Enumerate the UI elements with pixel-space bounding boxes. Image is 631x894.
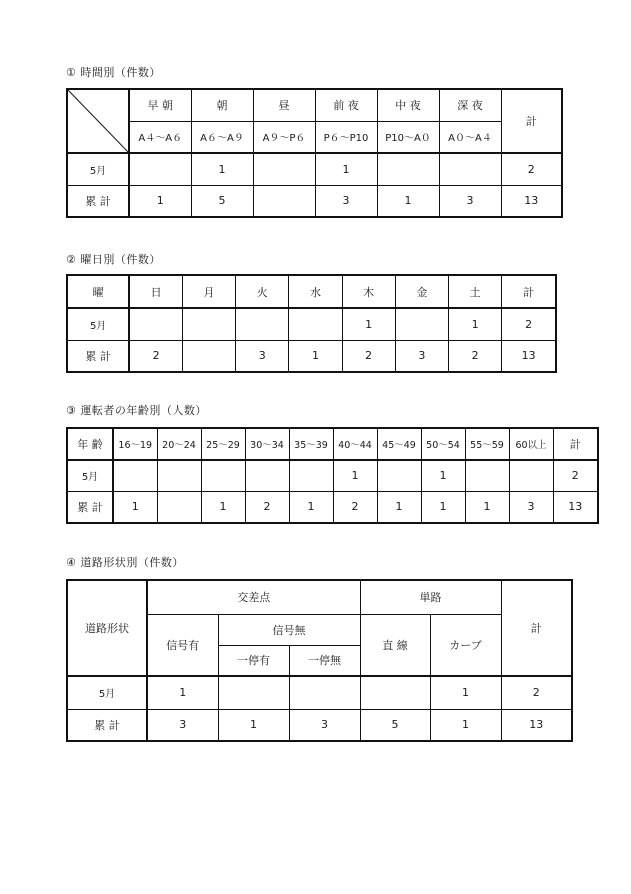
weekday-table (66, 274, 557, 373)
table-cell: 1 (430, 709, 501, 741)
table-cell: 1 (201, 491, 245, 523)
diagonal-header-cell (67, 89, 129, 153)
header-age-label: 年 齢 (67, 428, 113, 460)
header-period: 中 夜 (377, 89, 439, 121)
table-cell-total: 2 (553, 460, 598, 491)
table-cell: 1 (218, 709, 289, 741)
row-label-month: 5月 (67, 460, 113, 491)
table-cell: 2 (448, 340, 501, 372)
table-cell (129, 308, 182, 340)
table-cell (395, 308, 448, 340)
table-cell: 1 (289, 491, 333, 523)
table-cell (113, 460, 157, 491)
header-time-range: A４～A６ (129, 121, 191, 153)
row-label-cumulative: 累 計 (67, 491, 113, 523)
table-cell: 3 (439, 185, 501, 217)
road-shape-table (66, 579, 573, 742)
table-cell: 1 (315, 153, 377, 185)
row-label-month: 5月 (67, 153, 129, 185)
table-cell: 3 (395, 340, 448, 372)
section-title-age: ③ 運転者の年齢別（人数） (66, 404, 207, 417)
row-label-cumulative: 累 計 (67, 709, 147, 741)
diagonal-line (68, 90, 129, 153)
table-cell-total: 13 (502, 340, 556, 372)
table-cell (253, 153, 315, 185)
header-day: 火 (236, 275, 289, 308)
header-age-range: 30～34 (245, 428, 289, 460)
table-cell: 2 (245, 491, 289, 523)
table-cell-total: 13 (501, 709, 572, 741)
table-cell (289, 460, 333, 491)
table-cell: 1 (448, 308, 501, 340)
table-cell-total: 2 (501, 676, 572, 709)
table-cell (253, 185, 315, 217)
header-day: 金 (395, 275, 448, 308)
table-cell (360, 676, 430, 709)
table-cell: 3 (509, 491, 553, 523)
header-signal-no: 信号無 (218, 614, 360, 645)
table-cell (245, 460, 289, 491)
table-cell (236, 308, 289, 340)
header-straight: 直 線 (360, 614, 430, 676)
header-age-range: 50～54 (421, 428, 465, 460)
header-total: 計 (501, 89, 562, 153)
header-period: 朝 (191, 89, 253, 121)
header-stop-yes: 一停有 (218, 645, 289, 676)
table-cell-total: 2 (502, 308, 556, 340)
table-cell: 2 (342, 340, 395, 372)
header-age-range: 40～44 (333, 428, 377, 460)
table-cell: 3 (289, 709, 360, 741)
table-cell: 1 (377, 185, 439, 217)
header-age-range: 35～39 (289, 428, 333, 460)
header-age-range: 60以上 (509, 428, 553, 460)
table-cell (439, 153, 501, 185)
header-curve: カーブ (430, 614, 501, 676)
header-time-range: A６～A９ (191, 121, 253, 153)
table-cell (509, 460, 553, 491)
table-cell: 1 (430, 676, 501, 709)
section-title-road: ④ 道路形状別（件数） (66, 556, 184, 569)
table-cell (201, 460, 245, 491)
table-cell: 3 (315, 185, 377, 217)
header-stop-no: 一停無 (289, 645, 360, 676)
header-age-range: 16～19 (113, 428, 157, 460)
table-cell (182, 340, 235, 372)
table-cell: 3 (147, 709, 218, 741)
table-cell: 1 (113, 491, 157, 523)
header-period: 昼 (253, 89, 315, 121)
row-label-cumulative: 累 計 (67, 185, 129, 217)
header-day: 土 (448, 275, 501, 308)
header-weekday-label: 曜 (67, 275, 129, 308)
header-age-range: 45～49 (377, 428, 421, 460)
time-table (66, 88, 563, 218)
table-cell: 1 (129, 185, 191, 217)
row-label-month: 5月 (67, 676, 147, 709)
table-cell: 1 (421, 460, 465, 491)
table-cell (377, 153, 439, 185)
header-total: 計 (501, 580, 572, 676)
table-cell: 3 (236, 340, 289, 372)
header-day: 月 (182, 275, 235, 308)
table-cell: 1 (342, 308, 395, 340)
header-age-range: 25～29 (201, 428, 245, 460)
table-cell: 5 (360, 709, 430, 741)
header-time-range: P６～P10 (315, 121, 377, 153)
header-day: 水 (289, 275, 342, 308)
header-total: 計 (553, 428, 598, 460)
header-total: 計 (502, 275, 556, 308)
table-cell-total: 2 (501, 153, 562, 185)
header-signal-yes: 信号有 (147, 614, 218, 676)
row-label-month: 5月 (67, 308, 129, 340)
row-label-cumulative: 累 計 (67, 340, 129, 372)
age-table (66, 427, 599, 524)
table-cell: 1 (421, 491, 465, 523)
table-cell: 1 (147, 676, 218, 709)
header-time-range: P10～A０ (377, 121, 439, 153)
header-day: 木 (342, 275, 395, 308)
table-cell-total: 13 (553, 491, 598, 523)
table-cell: 1 (191, 153, 253, 185)
header-age-range: 20～24 (157, 428, 201, 460)
header-period: 早 朝 (129, 89, 191, 121)
header-day: 日 (129, 275, 182, 308)
table-cell (129, 153, 191, 185)
table-cell (218, 676, 289, 709)
header-time-range: A０～A４ (439, 121, 501, 153)
header-road-shape: 道路形状 (67, 580, 147, 676)
section-title-weekday: ② 曜日別（件数） (66, 253, 161, 266)
header-time-range: A９～P６ (253, 121, 315, 153)
header-single-road: 単路 (360, 580, 501, 614)
header-intersection: 交差点 (147, 580, 360, 614)
table-cell: 2 (129, 340, 182, 372)
table-cell (465, 460, 509, 491)
table-cell: 5 (191, 185, 253, 217)
table-cell (157, 491, 201, 523)
header-period: 深 夜 (439, 89, 501, 121)
table-cell (157, 460, 201, 491)
table-cell (289, 308, 342, 340)
table-cell (289, 676, 360, 709)
section-title-time: ① 時間別（件数） (66, 66, 161, 79)
header-period: 前 夜 (315, 89, 377, 121)
table-cell (182, 308, 235, 340)
table-cell: 1 (289, 340, 342, 372)
table-cell-total: 13 (501, 185, 562, 217)
header-age-range: 55～59 (465, 428, 509, 460)
table-cell (377, 460, 421, 491)
table-cell: 1 (333, 460, 377, 491)
table-cell: 2 (333, 491, 377, 523)
table-cell: 1 (377, 491, 421, 523)
table-cell: 1 (465, 491, 509, 523)
